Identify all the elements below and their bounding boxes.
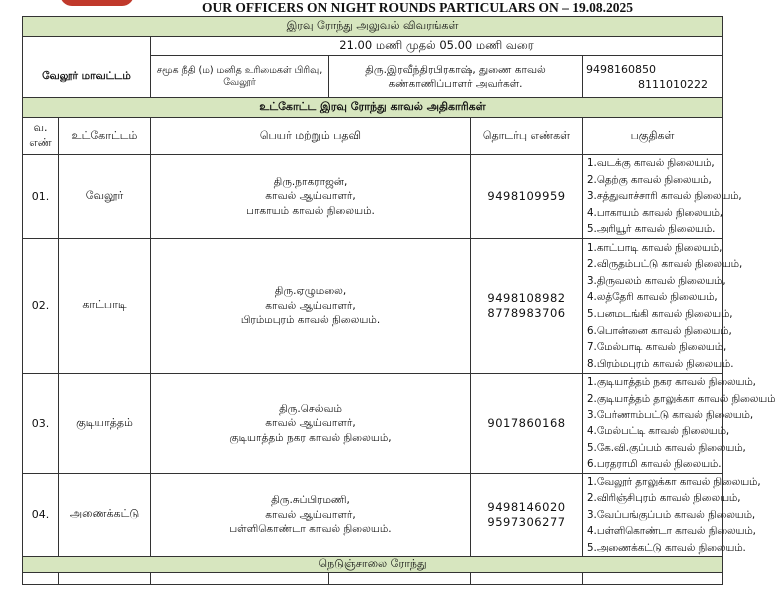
officer-name: திரு.நாகராஜன், [273,175,348,188]
area-item: 2.தெற்கு காவல் நிலையம், [587,173,712,186]
row-sno: 01. [23,155,59,239]
row-phone [471,473,583,556]
area-item: 6.பரதராமி காவல் நிலையம். [587,458,722,471]
col-contact: தொடர்பு எண்கள் [471,118,583,155]
row-officer [151,373,471,473]
row-sno: 02. [23,238,59,373]
area-item: 5.கே.வி.குப்பம் காவல் நிலையம், [587,441,746,454]
officer-station: பள்ளிகொண்டா காவல் நிலையம். [229,523,392,536]
area-item: 2.குடியாத்தம் தாலுக்கா காவல் நிலையம் [587,392,775,405]
officer-station: பிரம்மபுரம் காவல் நிலையம். [240,314,381,327]
table-row [23,238,723,373]
officer-rank: காவல் ஆய்வாளர், [265,299,356,312]
district-phone-2: 8111010222 [638,77,709,91]
district-label: வேலூர் மாவட்டம் [23,56,151,98]
phone-number: 8778983706 [487,305,566,320]
area-item: 2.விருதம்பட்டு காவல் நிலையம், [587,258,743,271]
phone-number: 9017860168 [487,415,566,430]
row-areas [583,473,761,556]
officer-name: திரு.செல்வம் [279,402,342,415]
officer-name: திரு.சுப்பிரமணி, [271,494,350,507]
area-item: 3.வேப்பங்குப்பம் காவல் நிலையம், [587,508,756,521]
area-item: 7.மேல்பாடி காவல் நிலையம், [587,341,727,354]
row-areas [583,373,775,473]
night-rounds-document [22,0,775,591]
district-officer-name: திரு.இரவீந்திரபிரகாஷ், துணை காவல் கண்காணிப்பாளர் அவர்கள். [329,56,583,98]
area-item: 4.லத்தேரி காவல் நிலையம், [587,291,718,304]
highway-patrol-title: நெடுஞ்சாலை ரோந்து [23,557,723,573]
area-item: 5.அணைக்கட்டு காவல் நிலையம். [587,541,746,554]
area-item: 6.பொன்னை காவல் நிலையம், [587,324,732,337]
district-phone-1: 9498160850 [586,62,656,76]
officer-rank: காவல் ஆய்வாளர், [265,508,356,521]
officer-station: பாகாயம் காவல் நிலையம். [246,204,375,217]
phone-number: 9498146020 [487,499,566,514]
officer-name: திரு.ஏழுமலை, [274,285,347,298]
district-officer-phones [583,56,723,98]
row-phone [471,155,583,239]
section-title: உட்கோட்ட இரவு ரோந்து காவல் அதிகாரிகள் [23,98,723,118]
area-item: 1.வேலூர் தாலுக்கா காவல் நிலையம், [587,475,761,488]
night-rounds-table [22,0,775,585]
col-name: பெயர் மற்றும் பதவி [151,118,471,155]
police-emblem-strip [60,0,134,6]
row-sno: 03. [23,373,59,473]
area-item: 1.வடக்கு காவல் நிலையம், [587,157,715,169]
officer-rank: காவல் ஆய்வாளர், [265,417,356,430]
phone-number: 9597306277 [487,514,566,529]
area-item: 5.அரியூர் காவல் நிலையம். [587,223,716,236]
area-item: 3.திருவலம் காவல் நிலையம், [587,274,726,287]
area-item: 2.விரிஞ்சிபுரம் காவல் நிலையம், [587,492,741,505]
time-range: 21.00 மணி முதல் 05.00 மணி வரை [151,37,723,56]
table-row [23,373,723,473]
area-item: 1.காட்பாடி காவல் நிலையம், [587,241,723,254]
row-division: குடியாத்தம் [59,373,151,473]
phone-number: 9498108982 [487,290,566,305]
area-item: 4.பள்ளிகொண்டா காவல் நிலையம், [587,525,756,538]
col-sno: வ. எண் [23,118,59,155]
report-subtitle: இரவு ரோந்து அலுவல் விவரங்கள் [23,17,723,37]
row-division: அணைக்கட்டு [59,473,151,556]
area-item: 3.சத்துவாச்சாரி காவல் நிலையம், [587,190,742,203]
phone-number: 9498109959 [487,188,566,203]
col-division: உட்கோட்டம் [59,118,151,155]
row-phone [471,238,583,373]
area-item: 4.மேல்பட்டி காவல் நிலையம், [587,425,730,438]
row-areas [583,155,742,239]
area-item: 4.பாகாயம் காவல் நிலையம், [587,206,724,219]
row-phone [471,373,583,473]
report-title: OUR OFFICERS ON NIGHT ROUNDS PARTICULARS ON – 19.08.2025 [23,0,723,17]
row-officer [151,155,471,239]
officer-rank: காவல் ஆய்வாளர், [265,190,356,203]
row-officer [151,473,471,556]
area-item: 1.குடியாத்தம் நகர காவல் நிலையம், [587,376,756,389]
row-sno: 04. [23,473,59,556]
wing-name: சமூக நீதி (ம) மனித உரிமைகள் பிரிவு, வேலூர் [151,56,329,98]
col-areas: பகுதிகள் [583,118,723,155]
row-officer [151,238,471,373]
row-areas [583,238,743,373]
area-item: 3.பேர்ணாம்பட்டு காவல் நிலையம், [587,409,754,422]
table-row [23,155,723,239]
officer-station: குடியாத்தம் நகர காவல் நிலையம், [229,431,392,444]
area-item: 5.பனமடங்கி காவல் நிலையம், [587,307,733,320]
table-row [23,473,723,556]
area-item: 8.பிரம்மபுரம் காவல் நிலையம். [587,357,734,370]
row-division: காட்பாடி [59,238,151,373]
row-division: வேலூர் [59,155,151,239]
